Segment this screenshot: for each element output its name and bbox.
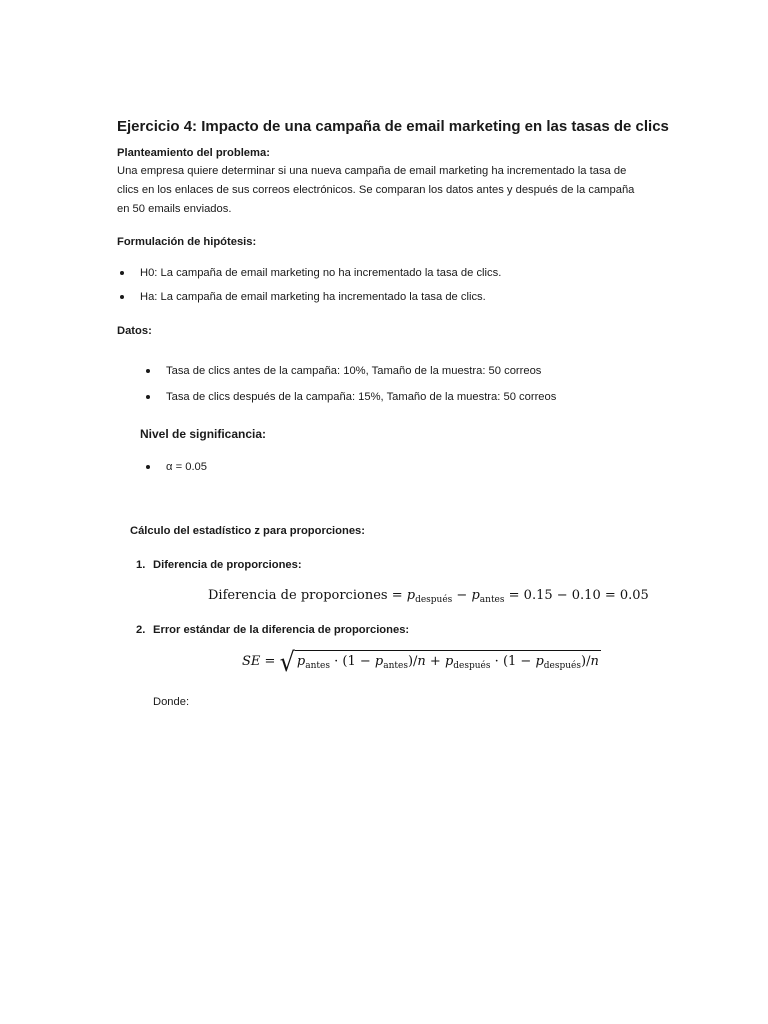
step-number: 1.: [136, 559, 146, 571]
formula-p: p: [374, 654, 384, 669]
page-title: Ejercicio 4: Impacto de una campaña de email marketing en las tasas de clics: [117, 118, 669, 135]
formula-se: SE: [242, 654, 261, 669]
problem-line: clics en los enlaces de sus correos electrónicos. Se comparan los datos antes y después de la campaña: [117, 184, 635, 196]
problem-heading: Planteamiento del problema:: [117, 147, 270, 159]
formula-p: p: [535, 654, 544, 669]
formula-sub: después: [543, 661, 581, 671]
data-list: [166, 364, 726, 404]
formula-eq: =: [264, 654, 276, 669]
significance-list: [166, 460, 466, 474]
formula-plus: +: [429, 654, 441, 669]
significance-alpha: α = 0.05: [166, 460, 466, 474]
formula-difference: Diferencia de proporciones = $p_{después} - p_{antes} = 0.15 - 0.10 = 0.05$: [208, 588, 649, 605]
calc-heading: Cálculo del estadístico z para proporciones:: [130, 525, 365, 537]
formula-one-minus: (1 −: [502, 654, 532, 669]
formula-rhs: = 0.15 − 0.10 = 0.05: [508, 588, 649, 603]
hypotheses-heading: Formulación de hipótesis:: [117, 236, 257, 248]
formula-standard-error: [242, 648, 601, 676]
calc-step-2: [136, 621, 410, 640]
calc-step-1: [136, 556, 302, 575]
problem-line: Una empresa quiere determinar si una nueva campaña de email marketing ha incrementado la tasa de: [117, 165, 627, 177]
hypothesis-h0: H0: La campaña de email marketing no ha incrementado la tasa de clics.: [140, 266, 700, 280]
formula-p: p: [406, 588, 416, 603]
formula-lhs: Diferencia de proporciones: [208, 588, 388, 603]
formula-sub: después: [415, 595, 453, 605]
formula-p: p: [444, 654, 454, 669]
formula-p: p: [296, 654, 306, 669]
formula-one-minus: (1 −: [342, 654, 371, 669]
formula-n: n: [590, 654, 599, 669]
donde-label: Donde:: [153, 696, 190, 708]
step-number: 2.: [136, 624, 146, 636]
hypotheses-list: [140, 266, 700, 304]
formula-sub: antes: [383, 661, 408, 671]
formula-n: n: [417, 654, 426, 669]
formula-dot: ·: [334, 654, 339, 669]
formula-sub: antes: [479, 595, 505, 605]
step-label: Error estándar de la diferencia de proporciones:: [153, 624, 410, 636]
sqrt-expression: [280, 648, 601, 676]
hypothesis-ha: Ha: La campaña de email marketing ha incrementado la tasa de clics.: [140, 290, 700, 304]
data-item-after: Tasa de clics después de la campaña: 15%, Tamaño de la muestra: 50 correos: [166, 390, 726, 404]
problem-statement: [117, 162, 634, 219]
data-heading: Datos:: [117, 325, 152, 337]
data-item-before: Tasa de clics antes de la campaña: 10%, Tamaño de la muestra: 50 correos: [166, 364, 726, 378]
sqrt-radicand: $p_{antes} \cdot (1 - p_{antes})/n + p_{después} \cdot (1 - p_{después})/n$: [295, 650, 601, 671]
formula-dot: ·: [494, 654, 499, 669]
significance-heading: Nivel de significancia:: [140, 427, 267, 441]
step-label: Diferencia de proporciones:: [153, 559, 302, 571]
sqrt-icon: √: [279, 646, 295, 678]
formula-p: p: [471, 588, 480, 603]
formula-sub: después: [453, 661, 491, 671]
formula-sub: antes: [305, 661, 330, 671]
problem-line: en 50 emails enviados.: [117, 203, 232, 215]
